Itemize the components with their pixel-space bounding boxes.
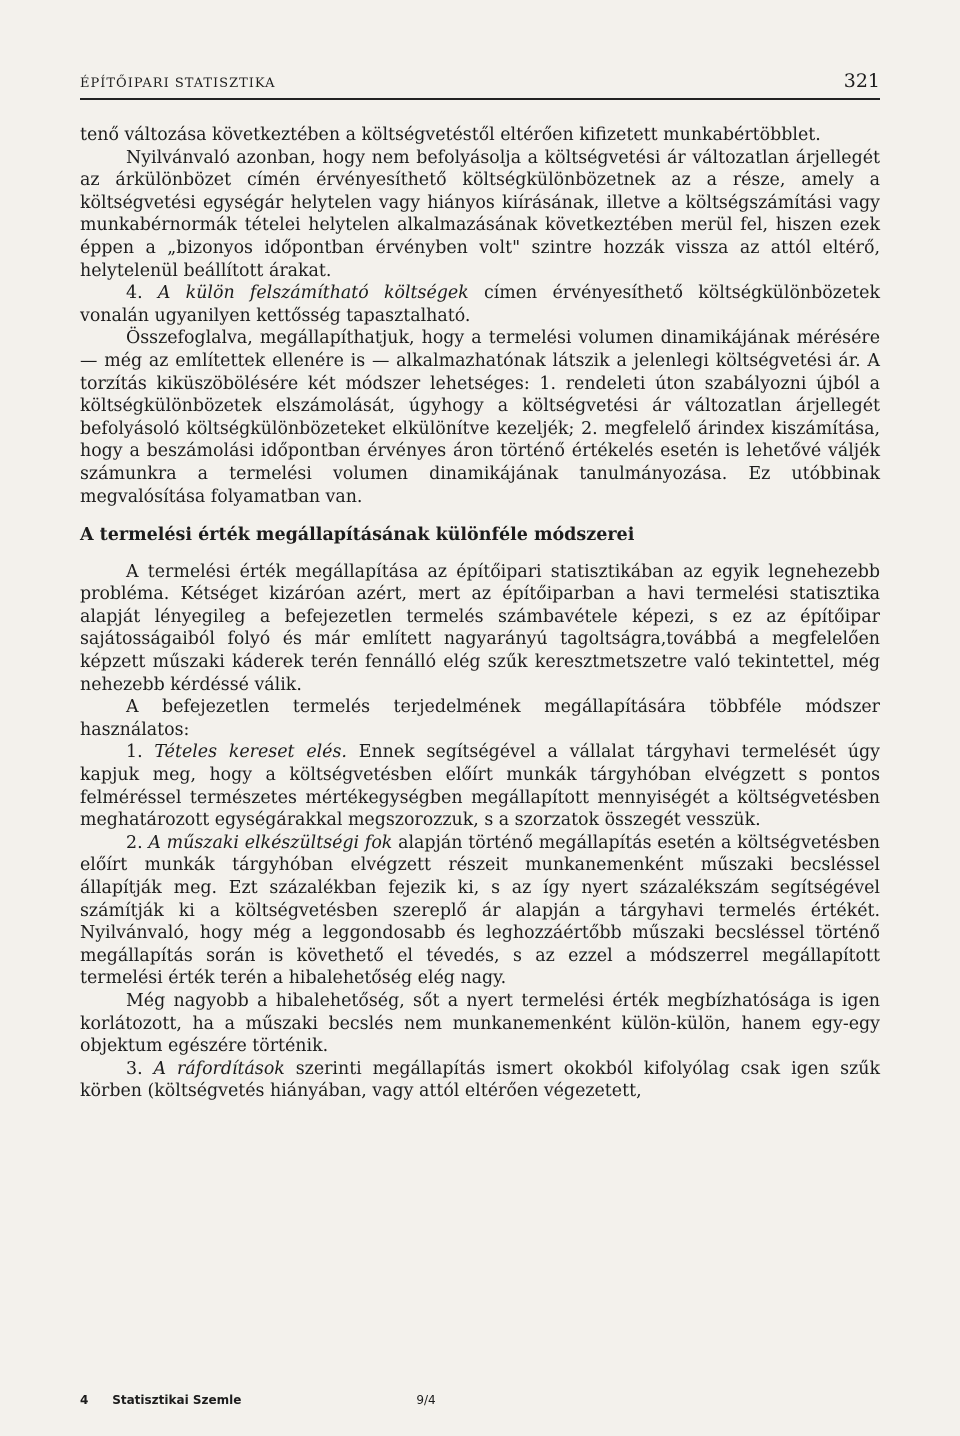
- journal-name: Statisztikai Szemle: [112, 1393, 242, 1407]
- paragraph: [80, 832, 880, 990]
- paragraph: Összefoglalva, megállapíthatjuk, hogy a termelési volumen dinamikájának mérésére — még az említettek ellenére is — alkalmazhatónak látszik a jelenlegi költségvetési ár. A torzítás kiküszöbölésére két módszer lehetséges: 1. rendeleti úton szabályozni újból a költségkülönbözetek elszámolását, úgyhogy a költségvetési ár változatlan árjellegét befolyásoló költségkülönbözeteket elkülönítve kezeljék; 2. megfelelő árindex kiszámítása, hogy a beszámolási időpontban érvényes áron történő értékelés esetén is lehetővé váljék számunkra a termelési volumen dinamikájának tanulmányozása. Ez utóbbinak megvalósítása folyamatban van.: [80, 328, 880, 507]
- paragraph: A termelési érték megállapítása az építőipari statisztikában az egyik legnehezebb probléma. Kétséget kizáróan azért, mert az építőiparban a havi termelési statisztika alapját lényegileg a befejezetlen termelés számbavétele képezi, s ez az építőipar sajátosságaiból folyó és már említett nagyarányú tagoltságra,továbbá a megfelelően képzett műszaki káderek terén fennálló elég szűk keresztmetszetre való tekintettel, még nehezebb kérdéssé válik.: [80, 561, 880, 695]
- paragraph-text: alapján történő megállapítás esetén a költségvetésben előírt munkák tárgyhóban elvégzett részeit munkanemenként műszaki becsléssel állapítják meg. Ezt százalékban fejezik ki, s az így nyert százalékszám segítségével számítják ki a költségvetésben szereplő ár alapján a tárgyhavi termelés értékét. Nyilvánvaló, hogy még a leggondosabb és leghozzáértőbb műszaki becsléssel történő megállapítás során is követhető el tévedés, s az ezzel a módszerrel megállapított termelési érték terén a hibalehetőség elég nagy.: [80, 832, 881, 989]
- paragraph: A befejezetlen termelés terjedelmének megállapítására többféle módszer használatos:: [80, 697, 880, 740]
- running-title: ÉPÍTŐIPARI STATISZTIKA: [80, 76, 276, 91]
- paragraph: Még nagyobb a hibalehetőség, sőt a nyert termelési érték megbízhatósága is igen korlátozott, ha a műszaki becslés nem munkanemenként külön-külön, hanem egy-egy objektum egészére történik.: [80, 990, 880, 1057]
- paragraph-text: szerinti megállapítás ismert okokból kifolyólag csak igen szűk körben (költségvetés hiányában, vagy attól eltérően végezetett,: [80, 1058, 880, 1102]
- paragraph: [80, 1058, 880, 1103]
- italic-term: A külön felszámítható költségek: [157, 283, 469, 304]
- page-footer: [80, 1393, 880, 1407]
- page-number: 321: [843, 70, 880, 92]
- section-heading: A termelési érték megállapításának különféle módszerei: [80, 525, 635, 546]
- italic-term: Tételes kereset elés.: [154, 742, 347, 763]
- paragraph: [80, 741, 880, 831]
- list-number: 2.: [126, 832, 149, 853]
- list-number: 4.: [126, 283, 158, 304]
- paragraph-text: Ennek segítségével a vállalat tárgyhavi termelését úgy kapjuk meg, hogy a költségvetésben előírt munkák tárgyhóban elvégzett s pontos felméréssel természetes mértékegységben megállapított mennyiségét a költségvetésben meghatározott egységárakkal megszorozzuk, s a szorzatok összegét vesszük.: [80, 742, 880, 831]
- list-number: 1.: [126, 742, 155, 763]
- italic-term: A ráfordítások: [153, 1058, 285, 1079]
- article-body: [80, 124, 880, 1103]
- page-header: [80, 70, 880, 100]
- paragraph: [80, 282, 880, 327]
- paragraph: tenő változása következtében a költségvetéstől eltérően kifizetett munkabértöbblet.: [80, 125, 821, 145]
- signature-number: 4: [80, 1393, 89, 1407]
- list-number: 3.: [126, 1058, 154, 1079]
- italic-term: A műszaki elkészültségi fok: [148, 832, 393, 853]
- paragraph-text: címen érvényesíthető költségkülönbözetek vonalán ugyanilyen kettősség tapasztalható.: [80, 283, 880, 326]
- paragraph: Nyilvánvaló azonban, hogy nem befolyásolja a költségvetési ár változatlan árjellegét az árkülönbözet címén érvényesíthető költségkülönbözetnek az a része, amely a költségvetési egységár helytelen vagy hiányos kiírásának, illetve a költségszámítási vagy munkabérnormák tételei helytelen alkalmazásának következtében merül fel, hiszen ezek éppen a „bizonyos időpontban érvényben volt" szintre hozzák vissza az attól eltérő, helytelenül beállított árakat.: [80, 147, 880, 281]
- sheet-mark: 9/4: [416, 1393, 436, 1407]
